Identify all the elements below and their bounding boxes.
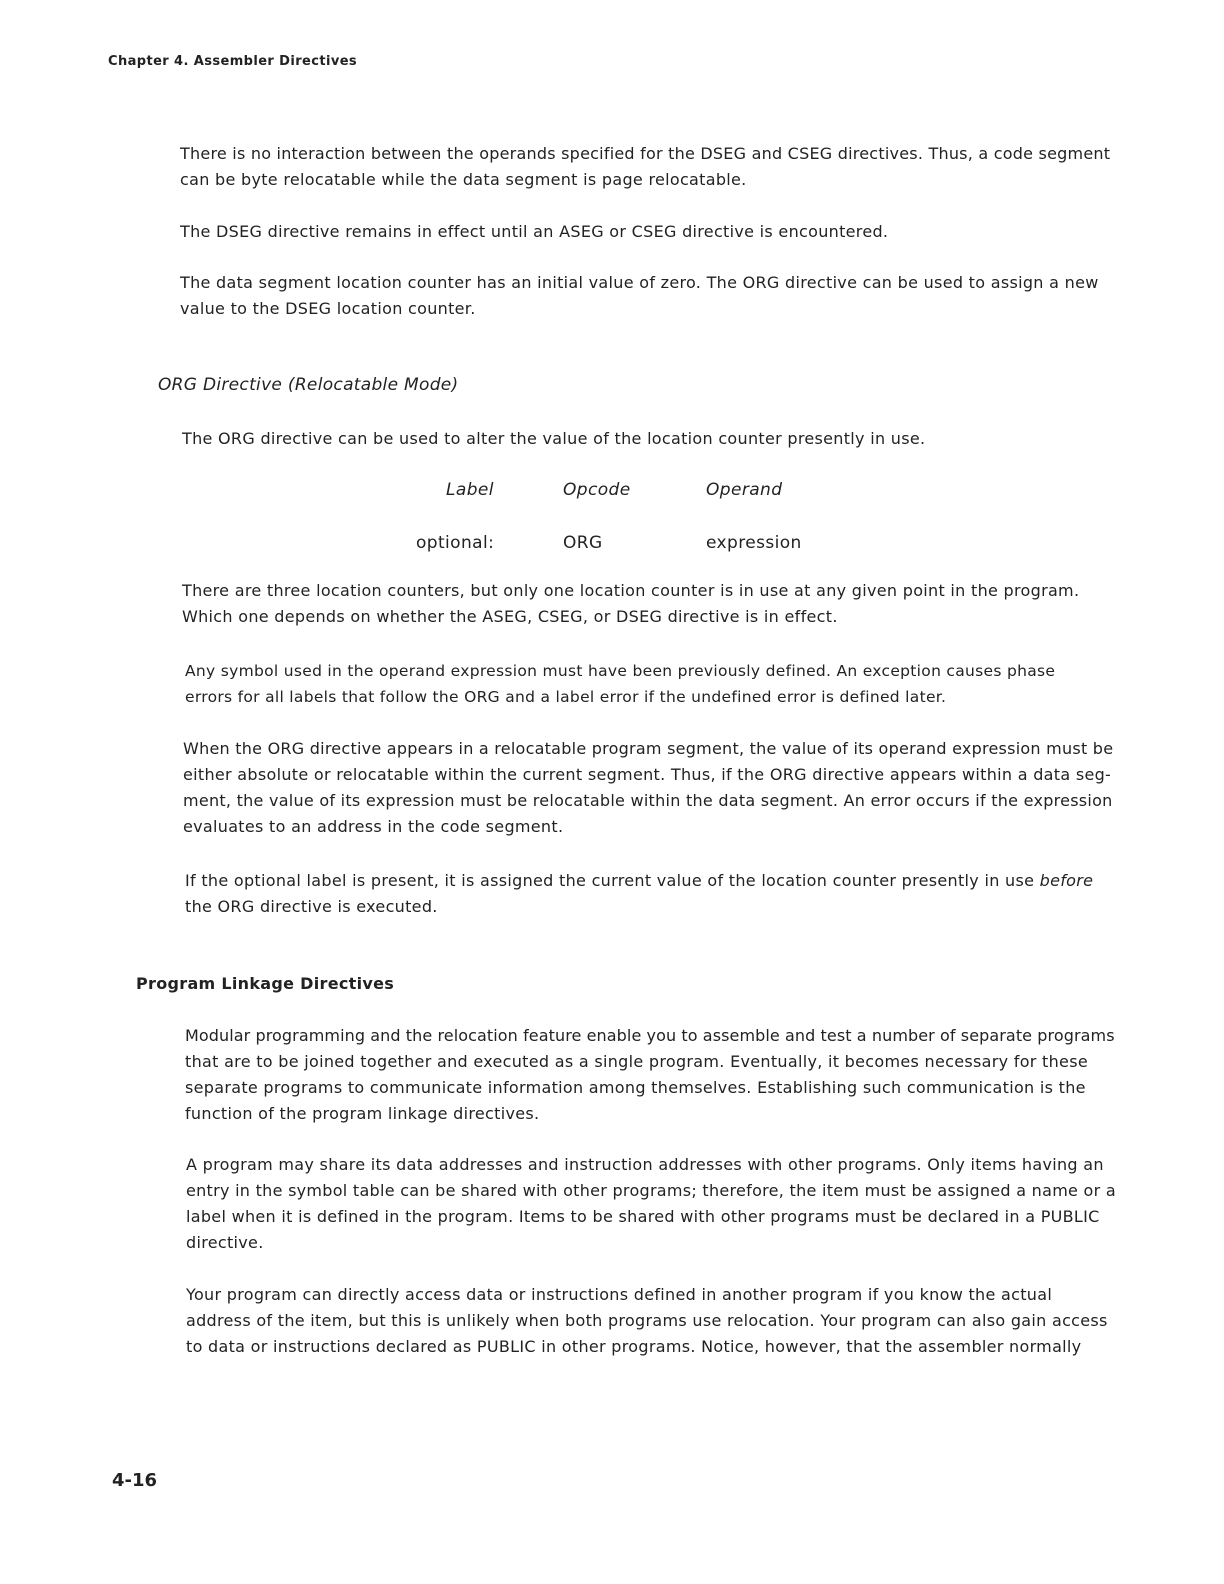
text-line: function of the program linkage directives.: [185, 1104, 540, 1123]
paragraph-dseg-effect: [180, 219, 1110, 245]
text-line: Any symbol used in the operand expression must have been previously defined. An exception causes phase: [185, 662, 1056, 680]
paragraph-dseg-counter: [180, 270, 1110, 322]
paragraph-org-intro: [182, 426, 1112, 452]
text-line: [185, 868, 1115, 894]
text-line: Modular programming and the relocation feature enable you to assemble and test a number of separate programs: [185, 1026, 1115, 1045]
text-line: When the ORG directive appears in a relocatable program segment, the value of its operand expression must be: [183, 739, 1114, 758]
text-line: directive.: [186, 1233, 264, 1252]
program-linkage-heading: Program Linkage Directives: [136, 974, 395, 993]
syntax-header-label: Label: [446, 480, 494, 500]
text-line: separate programs to communicate information among themselves. Establishing such communication is the: [185, 1078, 1086, 1097]
syntax-row-opcode: ORG: [563, 533, 603, 553]
emphasis-before: before: [1039, 871, 1094, 890]
text-line: can be byte relocatable while the data segment is page relocatable.: [180, 170, 747, 189]
paragraph-direct-access: [186, 1282, 1116, 1360]
text-line: errors for all labels that follow the ORG and a label error if the undefined error is defined later.: [185, 688, 947, 706]
paragraph-location-counters: [182, 578, 1112, 630]
text-run: If the optional label is present, it is assigned the current value of the location counter presently in use: [185, 871, 1040, 890]
paragraph-relocatable-segment: [183, 736, 1113, 840]
text-line: There are three location counters, but only one location counter is in use at any given point in the program.: [182, 581, 1080, 600]
text-line: to data or instructions declared as PUBLIC in other programs. Notice, however, that the assembler normally: [186, 1337, 1082, 1356]
text-line: The DSEG directive remains in effect until an ASEG or CSEG directive is encountered.: [180, 222, 889, 241]
paragraph-modular-programming: [185, 1023, 1115, 1127]
text-line: The data segment location counter has an initial value of zero. The ORG directive can be used to assign a new: [180, 273, 1099, 292]
text-line: that are to be joined together and executed as a single program. Eventually, it becomes necessary for these: [185, 1052, 1088, 1071]
syntax-row-operand: expression: [706, 533, 802, 553]
page-number: 4-16: [112, 1470, 158, 1491]
syntax-row-label: optional:: [416, 533, 495, 553]
syntax-header-opcode: Opcode: [563, 480, 631, 500]
paragraph-segment-interaction: [180, 141, 1110, 193]
text-line: The ORG directive can be used to alter the value of the location counter presently in use.: [182, 429, 926, 448]
text-line: ment, the value of its expression must be relocatable within the data segment. An error occurs if the expression: [183, 791, 1113, 810]
text-line: A program may share its data addresses and instruction addresses with other programs. Only items having an: [186, 1155, 1104, 1174]
text-line: value to the DSEG location counter.: [180, 299, 476, 318]
text-line: entry in the symbol table can be shared with other programs; therefore, the item must be assigned a name or a: [186, 1181, 1116, 1200]
text-line: address of the item, but this is unlikely when both programs use relocation. Your program can also gain access: [186, 1311, 1108, 1330]
text-line: Which one depends on whether the ASEG, CSEG, or DSEG directive is in effect.: [182, 607, 838, 626]
paragraph-share-addresses: [186, 1152, 1116, 1256]
text-line: There is no interaction between the operands specified for the DSEG and CSEG directives. Thus, a code segment: [180, 144, 1111, 163]
running-header: Chapter 4. Assembler Directives: [108, 54, 358, 69]
paragraph-symbol-definition: [185, 658, 1115, 710]
paragraph-optional-label: [185, 868, 1115, 920]
text-line: label when it is defined in the program. Items to be shared with other programs must be declared in a PUBLIC: [186, 1207, 1100, 1226]
text-line: Your program can directly access data or instructions defined in another program if you know the actual: [186, 1285, 1053, 1304]
text-line: the ORG directive is executed.: [185, 897, 438, 916]
org-directive-heading: ORG Directive (Relocatable Mode): [158, 375, 459, 395]
syntax-header-operand: Operand: [706, 480, 783, 500]
text-line: either absolute or relocatable within the current segment. Thus, if the ORG directive appears within a data seg-: [183, 765, 1112, 784]
text-line: evaluates to an address in the code segment.: [183, 817, 564, 836]
